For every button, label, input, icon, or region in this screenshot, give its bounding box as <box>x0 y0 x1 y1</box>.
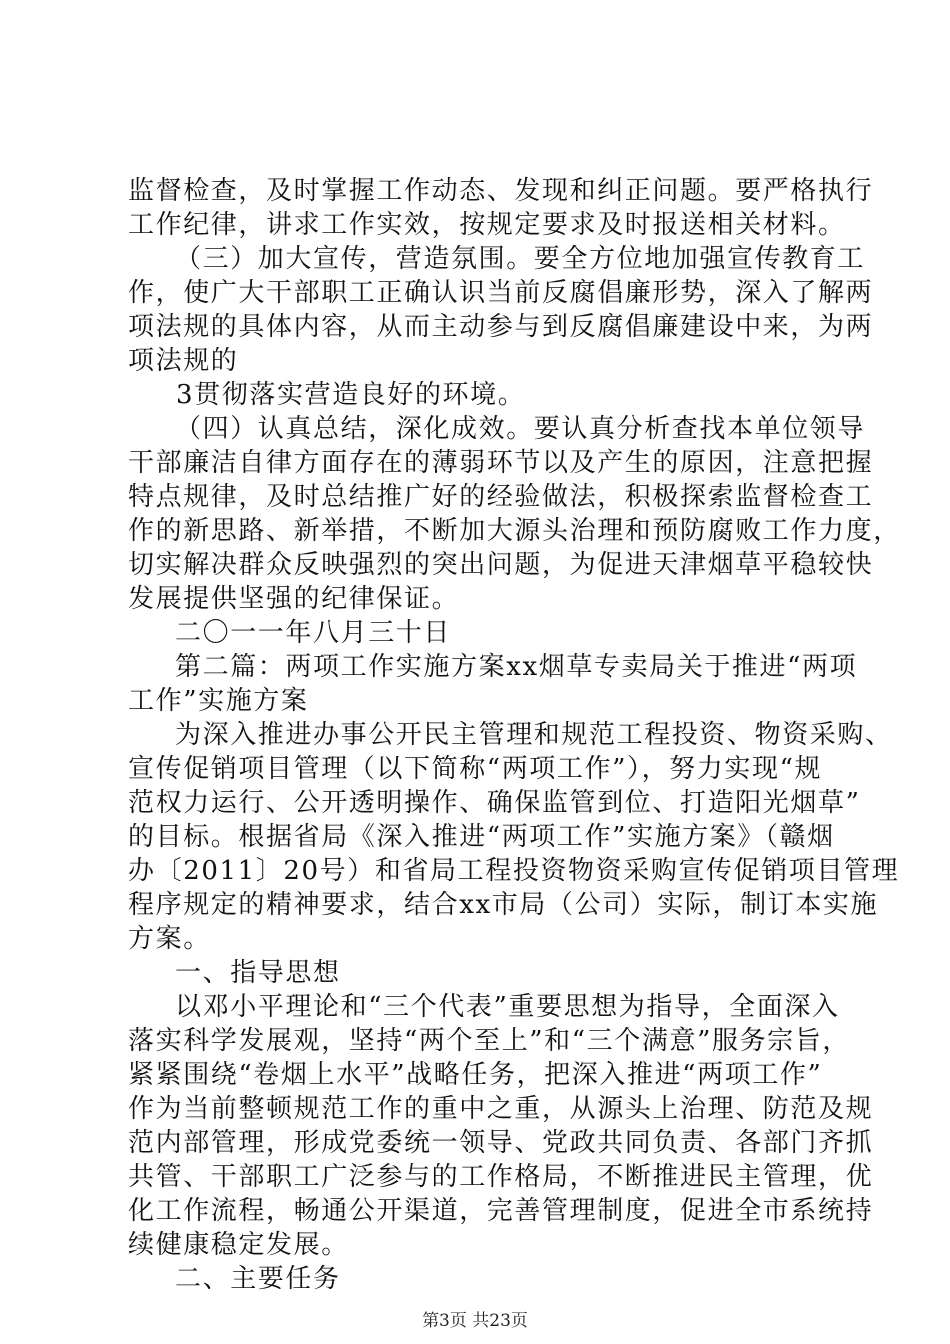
heading: 二、主要任务 <box>175 1264 341 1294</box>
section-title: 工作”实施方案 <box>128 686 309 716</box>
text-line: （四）认真总结，深化成效。要认真分析查找本单位领导 <box>175 414 866 444</box>
text-line: 作，使广大干部职工正确认识当前反腐倡廉形势，深入了解两 <box>128 278 874 308</box>
text-line: 监督检查，及时掌握工作动态、发现和纠正问题。要严格执行 <box>128 176 874 206</box>
text-line: 项法规的具体内容，从而主动参与到反腐倡廉建设中来，为两 <box>128 312 874 342</box>
text-line: 工作纪律，讲求工作实效，按规定要求及时报送相关材料。 <box>128 210 846 240</box>
text-line: 程序规定的精神要求，结合xx市局（公司）实际，制订本实施 <box>128 890 879 920</box>
text-line: 紧紧围绕“卷烟上水平”战略任务，把深入推进“两项工作” <box>128 1060 823 1090</box>
text-line: 作的新思路、新举措，不断加大源头治理和预防腐败工作力度， <box>128 516 901 546</box>
text-line: 特点规律，及时总结推广好的经验做法，积极探索监督检查工 <box>128 482 874 512</box>
text-line: 范内部管理，形成党委统一领导、党政共同负责、各部门齐抓 <box>128 1128 874 1158</box>
heading: 一、指导思想 <box>175 958 341 988</box>
text-line: 项法规的 <box>128 346 239 376</box>
text-line: 以邓小平理论和“三个代表”重要思想为指导，全面深入 <box>175 992 840 1022</box>
text-line: 切实解决群众反映强烈的突出问题，为促进天津烟草平稳较快 <box>128 550 874 580</box>
text-line: 续健康稳定发展。 <box>128 1230 349 1260</box>
text-line: 发展提供坚强的纪律保证。 <box>128 584 460 614</box>
text-line: 落实科学发展观，坚持“两个至上”和“三个满意”服务宗旨， <box>128 1026 850 1056</box>
text-line: 的目标。根据省局《深入推进“两项工作”实施方案》（赣烟 <box>128 822 835 852</box>
text-line: 化工作流程，畅通公开渠道，完善管理制度，促进全市系统持 <box>128 1196 874 1226</box>
text-line: 方案。 <box>128 924 211 954</box>
section-title: 第二篇：两项工作实施方案xx烟草专卖局关于推进“两项 <box>175 652 858 682</box>
text-line: 干部廉洁自律方面存在的薄弱环节以及产生的原因，注意把握 <box>128 448 874 478</box>
text-line: （三）加大宣传，营造氛围。要全方位地加强宣传教育工 <box>175 244 866 274</box>
date-line: 二〇一一年八月三十日 <box>175 618 452 648</box>
text-line: 作为当前整顿规范工作的重中之重，从源头上治理、防范及规 <box>128 1094 874 1124</box>
text-line: 为深入推进办事公开民主管理和规范工程投资、物资采购、 <box>175 720 893 750</box>
text-line: 共管、干部职工广泛参与的工作格局，不断推进民主管理，优 <box>128 1162 874 1192</box>
text-line: 3贯彻落实营造良好的环境。 <box>176 380 526 410</box>
text-line: 办〔2011〕20号）和省局工程投资物资采购宣传促销项目管理 <box>128 856 900 886</box>
text-line: 范权力运行、公开透明操作、确保监管到位、打造阳光烟草” <box>128 788 861 818</box>
text-line: 宣传促销项目管理（以下简称“两项工作”），努力实现“规 <box>128 754 823 784</box>
page-number: 第3页 共23页 <box>422 1311 528 1331</box>
